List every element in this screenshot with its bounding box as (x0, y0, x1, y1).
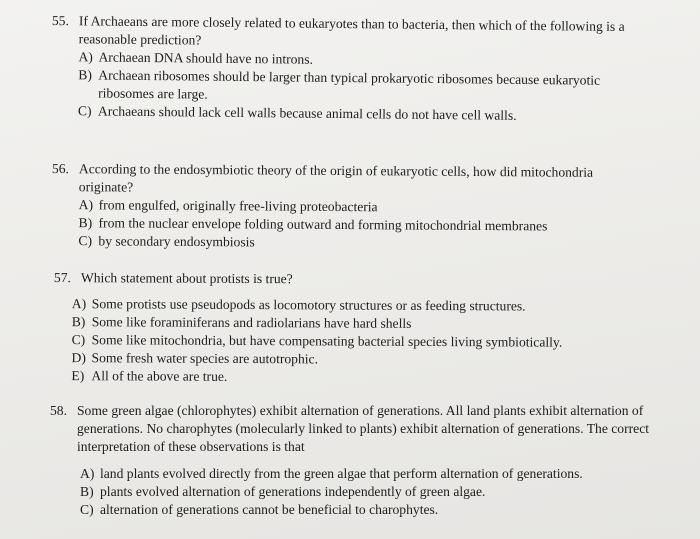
option-letter: D) (71, 350, 86, 366)
option-letter: E) (71, 368, 85, 384)
question-stem (52, 160, 642, 200)
option-letter: B) (78, 215, 93, 231)
question-stem (54, 269, 654, 290)
option-letter: A) (78, 197, 94, 213)
option-text: Archaean ribosomes should be larger than typical prokaryotic ribosomes because eukaryotic ribosomes are large. (98, 67, 601, 102)
question-number: 55. (51, 12, 69, 29)
answer-options (71, 295, 653, 388)
question-58 (50, 402, 650, 519)
option-text: Archaean DNA should have no introns. (98, 49, 314, 67)
option-text: Archaeans should lack cell walls because animal cells do not have cell walls. (97, 103, 517, 123)
option-text: by secondary endosymbiosis (98, 233, 255, 250)
answer-option-c (78, 232, 641, 254)
answer-option-b (78, 66, 641, 108)
answer-option-a (80, 465, 650, 483)
option-text: from the nuclear envelope folding outward and forming mitochondrial membranes (98, 215, 548, 234)
question-text: Some green algae (chlorophytes) exhibit alternation of generations. All land plants exhibit alternation of generations. No charophytes (molecularly linked to plants) exhibit alternation of generations. The correct interpretation of these observations is that (77, 403, 650, 454)
option-text: land plants evolved directly from the green algae that perform alternation of generations. (100, 466, 583, 481)
option-letter: A) (80, 466, 95, 481)
option-letter: B) (78, 67, 93, 83)
question-number: 58. (50, 403, 67, 418)
answer-options (78, 48, 642, 126)
option-text: alternation of generations cannot be beneficial to charophytes. (100, 502, 439, 517)
option-letter: B) (71, 314, 86, 330)
question-stem (52, 12, 642, 54)
question-text: According to the endosymbiotic theory of the origin of eukaryotic cells, how did mitochondria originate? (78, 161, 594, 195)
option-text: plants evolved alternation of generations independently of green algae. (100, 484, 486, 499)
option-letter: A) (71, 296, 87, 312)
option-letter: B) (80, 484, 94, 499)
answer-option-c (80, 501, 650, 519)
question-56 (51, 160, 642, 254)
question-text: If Archaeans are more closely related to eukaryotes than to bacteria, then which of the following is a reasonable prediction? (78, 13, 625, 48)
option-letter: C) (80, 502, 94, 517)
question-number: 57. (53, 270, 71, 286)
option-text: Some protists use pseudopods as locomotory structures or as feeding structures. (91, 296, 526, 314)
option-letter: A) (78, 49, 93, 65)
question-stem (50, 402, 650, 456)
option-text: Some like foraminiferans and radiolarians have hard shells (91, 314, 412, 331)
question-55 (51, 12, 642, 126)
question-number: 56. (51, 160, 69, 177)
option-letter: C) (77, 103, 92, 119)
question-text: Which statement about protists is true? (80, 270, 293, 287)
option-text: Some fresh water species are autotrophic. (91, 350, 319, 367)
answer-option-b (80, 483, 650, 501)
answer-options (78, 196, 641, 254)
option-letter: C) (71, 332, 86, 348)
question-57 (53, 269, 654, 388)
option-text: Some like mitochondria, but have compensating bacterial species living symbiotically. (91, 332, 563, 350)
option-text: from engulfed, originally free-living proteobacteria (98, 197, 378, 215)
answer-options (80, 465, 650, 519)
option-letter: C) (78, 233, 93, 249)
option-text: All of the above are true. (91, 368, 228, 384)
answer-option-e (71, 367, 653, 388)
